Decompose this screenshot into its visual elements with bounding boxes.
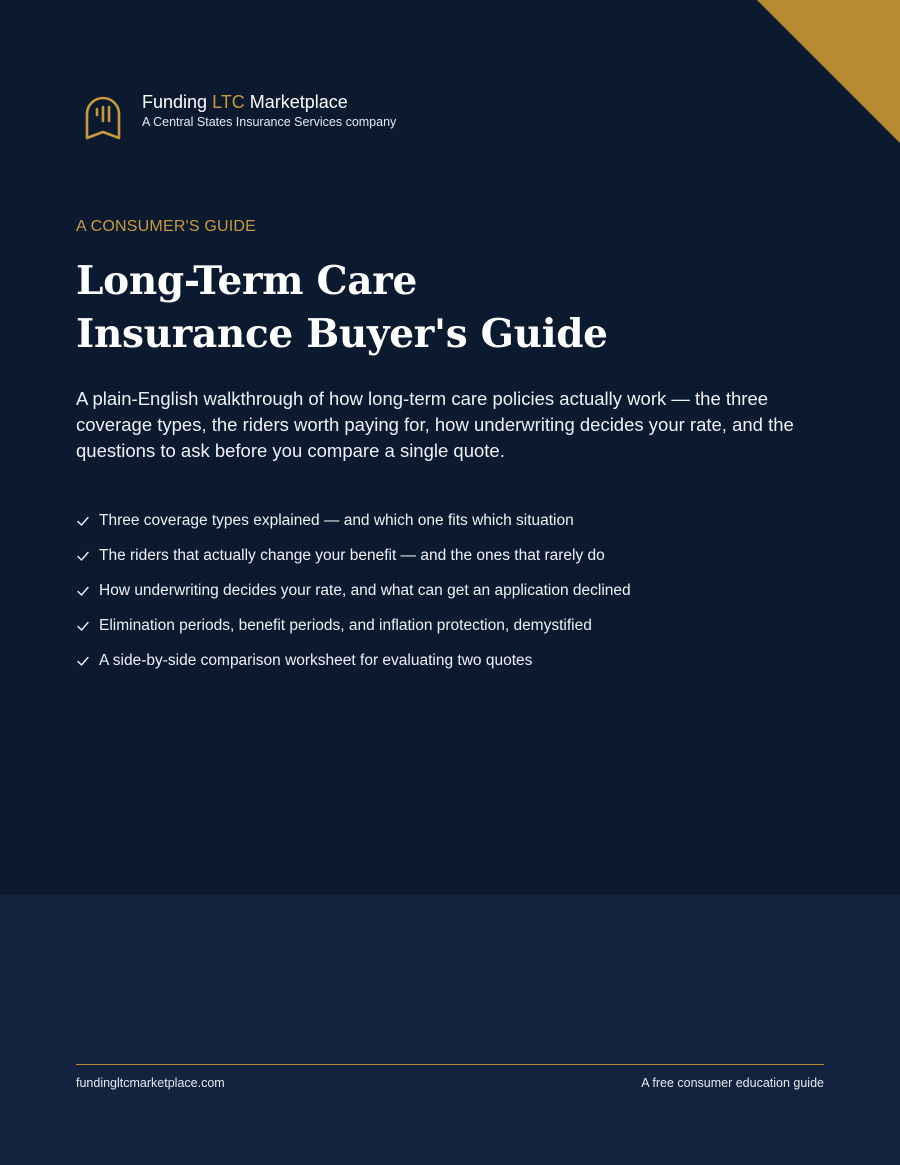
feature-list (76, 503, 631, 678)
feature-text: A side-by-side comparison worksheet for evaluating two quotes (99, 651, 533, 669)
footer-divider (76, 1064, 824, 1065)
title-line-2: Insurance Buyer's Guide (76, 311, 608, 357)
feature-item (76, 538, 631, 573)
brand-name-part1: Funding (142, 92, 213, 112)
feature-item (76, 643, 631, 678)
brand-name-part2: Marketplace (244, 92, 348, 112)
brand-tagline: A Central States Insurance Services company (142, 115, 397, 129)
page-title (76, 255, 836, 361)
feature-item (76, 573, 631, 608)
brand-name-accent: LTC (212, 92, 245, 112)
cover-bottom-panel (0, 895, 900, 1165)
title-line-1: Long-Term Care (76, 258, 418, 304)
corner-accent (757, 0, 900, 143)
check-icon (76, 584, 90, 598)
brand-header (84, 90, 396, 142)
brand-name (142, 91, 396, 113)
footer-note: A free consumer education guide (641, 1076, 824, 1090)
check-icon (76, 619, 90, 633)
feature-text: Elimination periods, benefit periods, and inflation protection, demystified (99, 616, 592, 634)
feature-text: How underwriting decides your rate, and what can get an application declined (99, 581, 631, 599)
feature-item (76, 503, 631, 538)
feature-item (76, 608, 631, 643)
shield-bars-icon (84, 92, 122, 142)
check-icon (76, 654, 90, 668)
feature-text: Three coverage types explained — and which one fits which situation (99, 511, 574, 529)
feature-text: The riders that actually change your benefit — and the ones that rarely do (99, 546, 605, 564)
eyebrow-label: A CONSUMER'S GUIDE (76, 218, 257, 235)
footer-website: fundingltcmarketplace.com (76, 1076, 225, 1090)
check-icon (76, 514, 90, 528)
check-icon (76, 549, 90, 563)
intro-paragraph: A plain-English walkthrough of how long-term care policies actually work — the three coverage types, the riders worth paying for, how underwriting decides your rate, and the questions to ask before you compare a single quote. (76, 388, 794, 461)
